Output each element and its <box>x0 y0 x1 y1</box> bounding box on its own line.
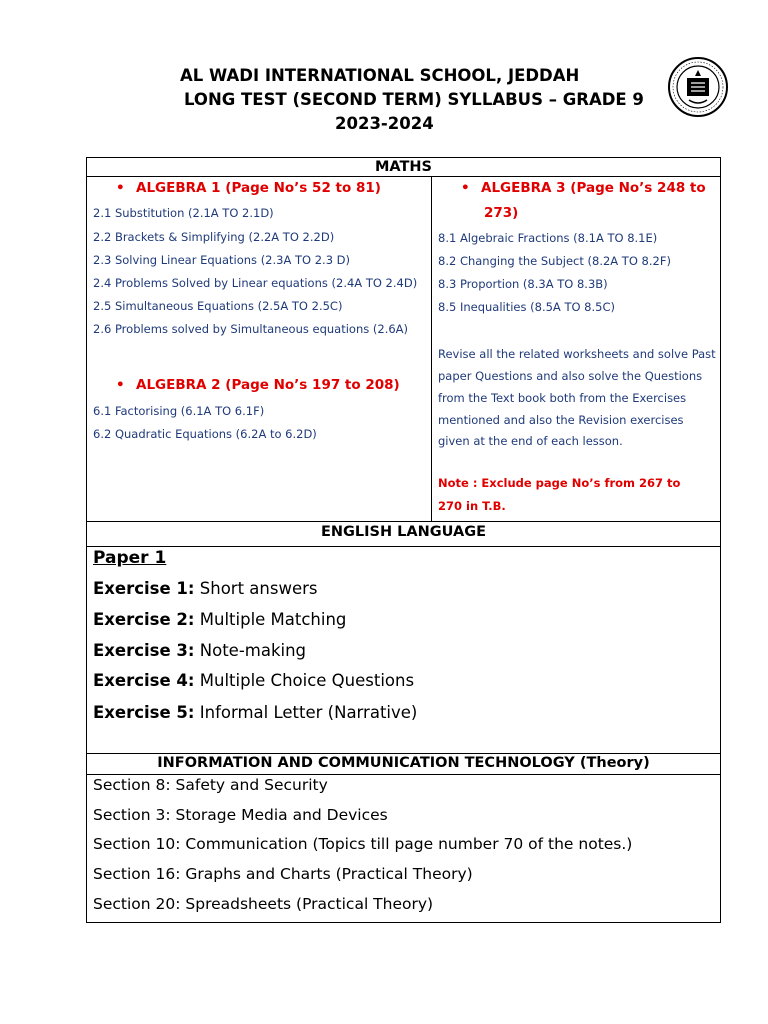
exercise-label: Exercise 5: <box>93 703 195 722</box>
bullet-icon: • <box>116 180 125 196</box>
algebra2-heading <box>116 377 400 393</box>
revise-line: from the Text book both from the Exercises <box>438 391 687 405</box>
exercise-label: Exercise 3: <box>93 641 195 660</box>
exercise-label: Exercise 4: <box>93 671 195 690</box>
exercise-item <box>93 579 317 598</box>
list-item: 8.1 Algebraic Fractions (8.1A TO 8.1E) <box>438 231 658 245</box>
school-name: AL WADI INTERNATIONAL SCHOOL, JEDDAH <box>180 66 580 85</box>
list-item: 2.2 Brackets & Simplifying (2.2A TO 2.2D) <box>93 230 335 244</box>
list-item: 6.1 Factorising (6.1A TO 6.1F) <box>93 404 265 418</box>
algebra3-heading <box>461 180 706 196</box>
list-item: 2.6 Problems solved by Simultaneous equations (2.6A) <box>93 322 409 336</box>
revise-line: mentioned and also the Revision exercises <box>438 413 684 427</box>
ict-section-item: Section 3: Storage Media and Devices <box>93 806 388 824</box>
academic-year: 2023-2024 <box>335 114 434 133</box>
algebra1-label: ALGEBRA 1 (Page No’s 52 to 81) <box>136 180 381 196</box>
list-item: 8.2 Changing the Subject (8.2A TO 8.2F) <box>438 254 671 268</box>
list-item: 8.5 Inequalities (8.5A TO 8.5C) <box>438 300 615 314</box>
bullet-icon: • <box>116 377 125 393</box>
exercise-label: Exercise 1: <box>93 579 195 598</box>
ict-title: INFORMATION AND COMMUNICATION TECHNOLOGY (Theory) <box>157 755 650 771</box>
revise-line: Revise all the related worksheets and solve Past <box>438 347 716 361</box>
exercise-text: Informal Letter (Narrative) <box>194 703 418 722</box>
exercise-label: Exercise 2: <box>93 610 195 629</box>
exercise-text: Short answers <box>194 579 318 598</box>
english-title: ENGLISH LANGUAGE <box>320 524 487 540</box>
list-item: 2.5 Simultaneous Equations (2.5A TO 2.5C) <box>93 299 343 313</box>
list-item: 2.1 Substitution (2.1A TO 2.1D) <box>93 206 274 220</box>
exercise-item <box>93 703 417 722</box>
revise-line: paper Questions and also solve the Questions <box>438 369 703 383</box>
exercise-text: Multiple Choice Questions <box>194 671 415 690</box>
exercise-text: Note-making <box>194 641 307 660</box>
algebra2-label: ALGEBRA 2 (Page No’s 197 to 208) <box>136 377 400 393</box>
list-item: 2.4 Problems Solved by Linear equations (2.4A TO 2.4D) <box>93 276 418 290</box>
list-item: 6.2 Quadratic Equations (6.2A to 6.2D) <box>93 427 317 441</box>
document-title: LONG TEST (SECOND TERM) SYLLABUS – GRADE 9 <box>184 90 644 109</box>
list-item: 2.3 Solving Linear Equations (2.3A TO 2.3 D) <box>93 253 351 267</box>
algebra1-heading <box>116 180 381 196</box>
ict-section-item: Section 20: Spreadsheets (Practical Theory) <box>93 895 434 913</box>
english-title-divider <box>86 546 721 547</box>
note-line: 270 in T.B. <box>438 499 506 513</box>
exercise-item <box>93 671 414 690</box>
maths-title-divider <box>86 176 721 177</box>
ict-section-item: Section 16: Graphs and Charts (Practical Theory) <box>93 865 473 883</box>
ict-title-divider <box>86 774 721 775</box>
note-line: Note : Exclude page No’s from 267 to <box>438 476 681 490</box>
revise-line: given at the end of each lesson. <box>438 434 623 448</box>
list-item: 8.3 Proportion (8.3A TO 8.3B) <box>438 277 608 291</box>
exercise-item <box>93 610 346 629</box>
maths-column-divider <box>431 176 432 522</box>
algebra3-label: ALGEBRA 3 (Page No’s 248 to <box>481 180 706 196</box>
exercise-text: Multiple Matching <box>194 610 347 629</box>
ict-section-item: Section 10: Communication (Topics till page number 70 of the notes.) <box>93 835 633 853</box>
algebra3-heading-continued: 273) <box>484 205 519 221</box>
exercise-item <box>93 641 306 660</box>
bullet-icon: • <box>461 180 470 196</box>
ict-section-item: Section 8: Safety and Security <box>93 776 328 794</box>
school-crest-icon <box>667 56 729 118</box>
paper-heading: Paper 1 <box>93 548 167 568</box>
maths-title: MATHS <box>375 159 432 175</box>
